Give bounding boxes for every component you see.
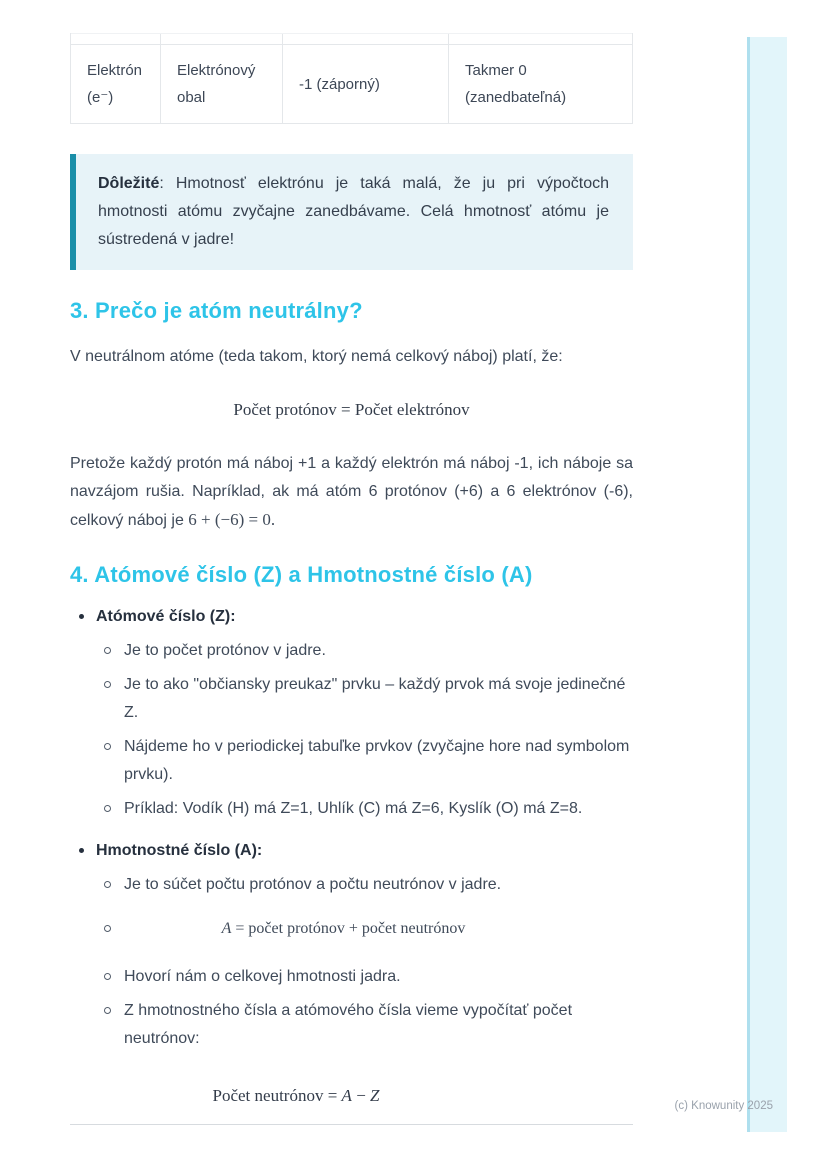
- table-cell-location: Elektrónový obal: [161, 45, 283, 123]
- table-cell-fragment: [449, 34, 632, 44]
- list-item-title: Hmotnostné číslo (A):: [96, 842, 263, 859]
- section-3-heading: 3. Prečo je atóm neutrálny?: [70, 298, 363, 323]
- section-3-body-text: Pretože každý protón má náboj +1 a každý elektrón má náboj -1, ich náboje sa navzájom rušia. Napríklad, ak má atóm 6 protónov (+6) a 6 elektrónov (-6), celkový náboj je: [70, 455, 633, 529]
- sub-list-item: [70, 997, 633, 1053]
- formula-protons-equals-electrons: Počet protónov = Počet elektrónov: [233, 400, 470, 419]
- table-cell-mass: Takmer 0 (zanedbateľná): [465, 62, 567, 106]
- sub-item-text: Hovorí nám o celkovej hmotnosti jadra.: [124, 968, 401, 985]
- sub-list-item: [70, 733, 633, 789]
- section-4-heading: 4. Atómové číslo (Z) a Hmotnostné číslo (A): [70, 562, 533, 587]
- sub-item-text: Je to ako "občiansky preukaz" prvku – každý prvok má svoje jedinečné Z.: [124, 676, 626, 721]
- list-item-atomic-number: [70, 603, 633, 631]
- formula-prefix: Počet neutrónov =: [212, 1086, 342, 1105]
- important-callout: [70, 154, 633, 270]
- table-cell-fragment: [161, 34, 283, 44]
- bullet-circle: [104, 647, 111, 654]
- bullet-circle: [104, 881, 111, 888]
- callout-label: Dôležité: [98, 175, 160, 192]
- callout-text: : Hmotnosť elektrónu je taká malá, že ju pri výpočtoch hmotnosti atómu zvyčajne zanedbávame. Celá hmotnosť atómu je sústredená v jadre!: [98, 175, 609, 248]
- section-3-intro: V neutrálnom atóme (teda takom, ktorý nemá celkový náboj) platí, že:: [70, 348, 563, 365]
- table-row-electron: [71, 45, 632, 123]
- formula-variable-a: A: [221, 920, 232, 937]
- sub-item-text: Príklad: Vodík (H) má Z=1, Uhlík (C) má Z=6, Kyslík (O) má Z=8.: [124, 800, 583, 817]
- bullet-circle: [104, 973, 111, 980]
- bullet-dot: [79, 614, 84, 619]
- formula-variable-z: Z: [370, 1086, 380, 1105]
- bullet-circle: [104, 925, 111, 932]
- formula-neutron-count: [70, 1085, 522, 1107]
- bullet-circle: [104, 1007, 111, 1014]
- sub-list-item: [70, 871, 633, 899]
- formula-minus: −: [351, 1086, 371, 1105]
- particles-table: [70, 33, 633, 124]
- formula-variable-a: A: [341, 1086, 352, 1105]
- sub-item-text: Je to počet protónov v jadre.: [124, 642, 326, 659]
- sub-item-text: Je to súčet počtu protónov a počtu neutrónov v jadre.: [124, 876, 502, 893]
- page-edge-stripe: [747, 37, 787, 1132]
- sub-item-text: Z hmotnostného čísla a atómového čísla vieme vypočítať počet neutrónov:: [124, 1002, 573, 1047]
- section-3-body-math: 6 + (−6) = 0.: [188, 510, 276, 529]
- formula-mass-number: [124, 915, 563, 943]
- list-item-title: Atómové číslo (Z):: [96, 608, 236, 625]
- bullet-circle: [104, 681, 111, 688]
- sub-list-item: [70, 795, 633, 823]
- bullet-dot: [79, 848, 84, 853]
- table-cell-fragment: [71, 34, 161, 44]
- bullet-list: [70, 603, 633, 1053]
- table-cell-fragment: [283, 34, 449, 44]
- sub-list-item: [70, 671, 633, 727]
- section-3-body: [70, 450, 633, 535]
- sub-list-item-formula: [70, 915, 633, 943]
- list-item-mass-number: [70, 837, 633, 865]
- page-bottom-divider: [70, 1124, 633, 1125]
- bullet-circle: [104, 743, 111, 750]
- sub-list-item: [70, 637, 633, 665]
- table-row-fragment: [71, 33, 632, 45]
- formula-rest: = počet protónov + počet neutrónov: [231, 920, 466, 937]
- table-cell-charge: -1 (záporný): [283, 45, 449, 123]
- sub-list-item: [70, 963, 633, 991]
- table-cell-particle: Elektrón (e⁻): [71, 45, 161, 123]
- sub-item-text: Nájdeme ho v periodickej tabuľke prvkov (zvyčajne hore nad symbolom prvku).: [124, 738, 630, 783]
- bullet-circle: [104, 805, 111, 812]
- footer-copyright: (c) Knowunity 2025: [674, 1100, 773, 1112]
- page-content: [70, 33, 633, 1107]
